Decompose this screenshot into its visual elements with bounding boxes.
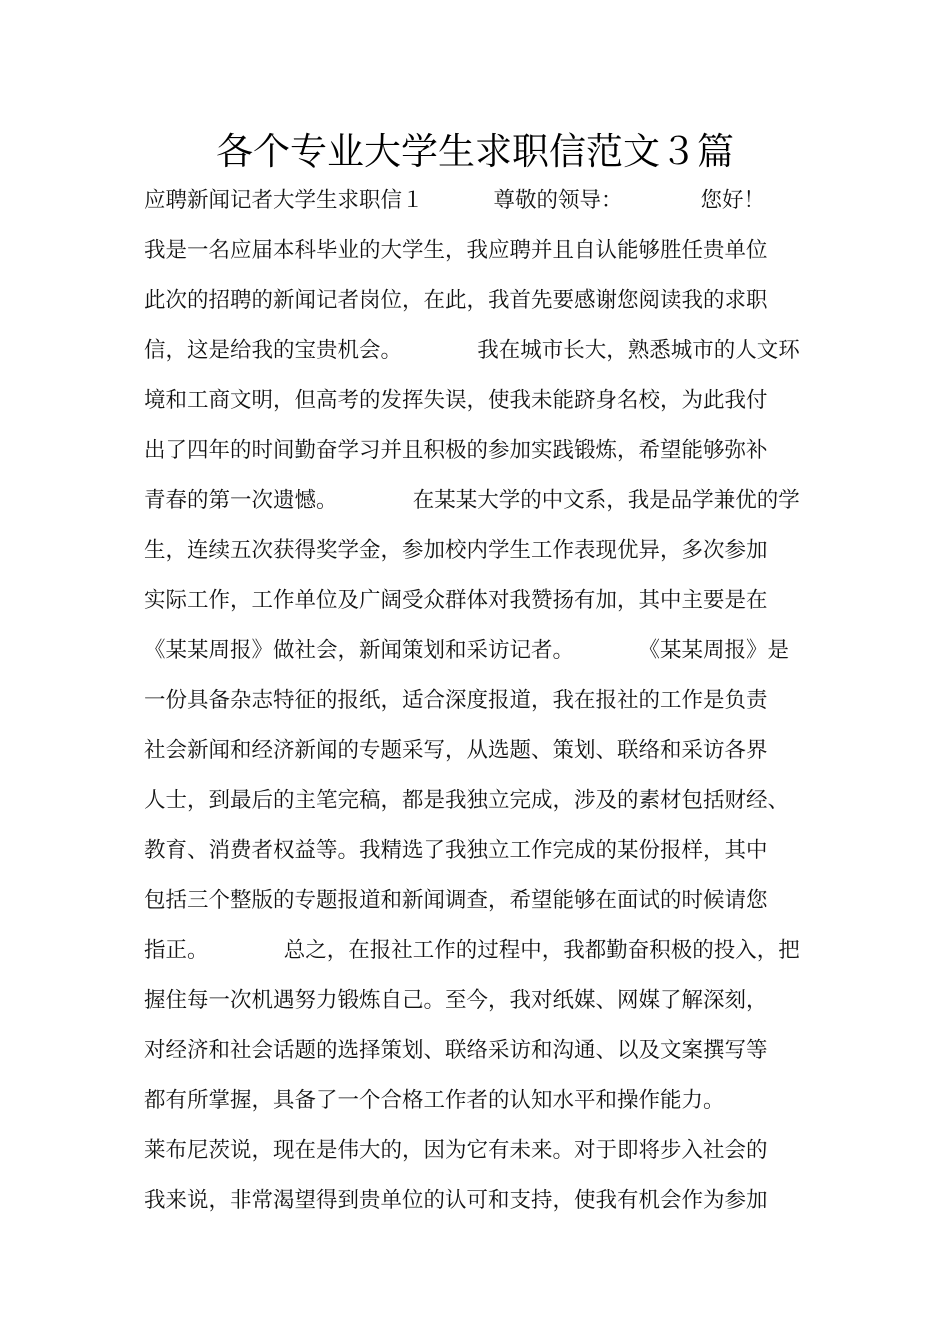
text-line: 社会新闻和经济新闻的专题采写，从选题、策划、联络和采访各界	[144, 738, 768, 763]
text-line: 《某某周报》做社会，新闻策划和采访记者。 《某某周报》是	[144, 638, 790, 663]
text-line: 对经济和社会话题的选择策划、联络采访和沟通、以及文案撰写等	[144, 1038, 768, 1063]
text-line: 包括三个整版的专题报道和新闻调查，希望能够在面试的时候请您	[144, 888, 768, 913]
text-line: 我来说，非常渴望得到贵单位的认可和支持，使我有机会作为参加	[144, 1188, 768, 1213]
text-line: 我是一名应届本科毕业的大学生，我应聘并且自认能够胜任贵单位	[144, 238, 768, 263]
text-line: 一份具备杂志特征的报纸，适合深度报道，我在报社的工作是负责	[144, 688, 768, 713]
text-line: 实际工作，工作单位及广阔受众群体对我赞扬有加，其中主要是在	[144, 588, 768, 613]
opening-line	[144, 176, 844, 226]
text-line: 信，这是给我的宝贵机会。 我在城市长大，熟悉城市的人文环	[144, 338, 800, 363]
text-line: 此次的招聘的新闻记者岗位，在此，我首先要感谢您阅读我的求职	[144, 288, 768, 313]
text-line: 指正。 总之，在报社工作的过程中，我都勤奋积极的投入，把	[144, 938, 800, 963]
text-line: 人士，到最后的主笔完稿，都是我独立完成，涉及的素材包括财经、	[144, 788, 790, 813]
text-line: 青春的第一次遗憾。 在某某大学的中文系，我是品学兼优的学	[144, 488, 800, 513]
text-line: 出了四年的时间勤奋学习并且积极的参加实践锻炼，希望能够弥补	[144, 438, 768, 463]
text-line: 生，连续五次获得奖学金，参加校内学生工作表现优异，多次参加	[144, 538, 768, 563]
text-line: 教育、消费者权益等。我精选了我独立工作完成的某份报样，其中	[144, 838, 768, 863]
greeting: 您好！	[700, 188, 766, 213]
text-line: 莱布尼茨说，现在是伟大的，因为它有未来。对于即将步入社会的	[144, 1138, 768, 1163]
document-title: 各个专业大学生求职信范文３篇	[216, 130, 734, 173]
text-line: 都有所掌握，具备了一个合格工作者的认知水平和操作能力。	[144, 1088, 725, 1113]
text-line: 握住每一次机遇努力锻炼自己。至今，我对纸媒、网媒了解深刻，	[144, 988, 768, 1013]
letter-heading: 应聘新闻记者大学生求职信１	[144, 188, 424, 213]
salutation: 尊敬的领导：	[493, 188, 623, 213]
document-body	[144, 176, 844, 1226]
text-line: 境和工商文明，但高考的发挥失误，使我未能跻身名校，为此我付	[144, 388, 768, 413]
